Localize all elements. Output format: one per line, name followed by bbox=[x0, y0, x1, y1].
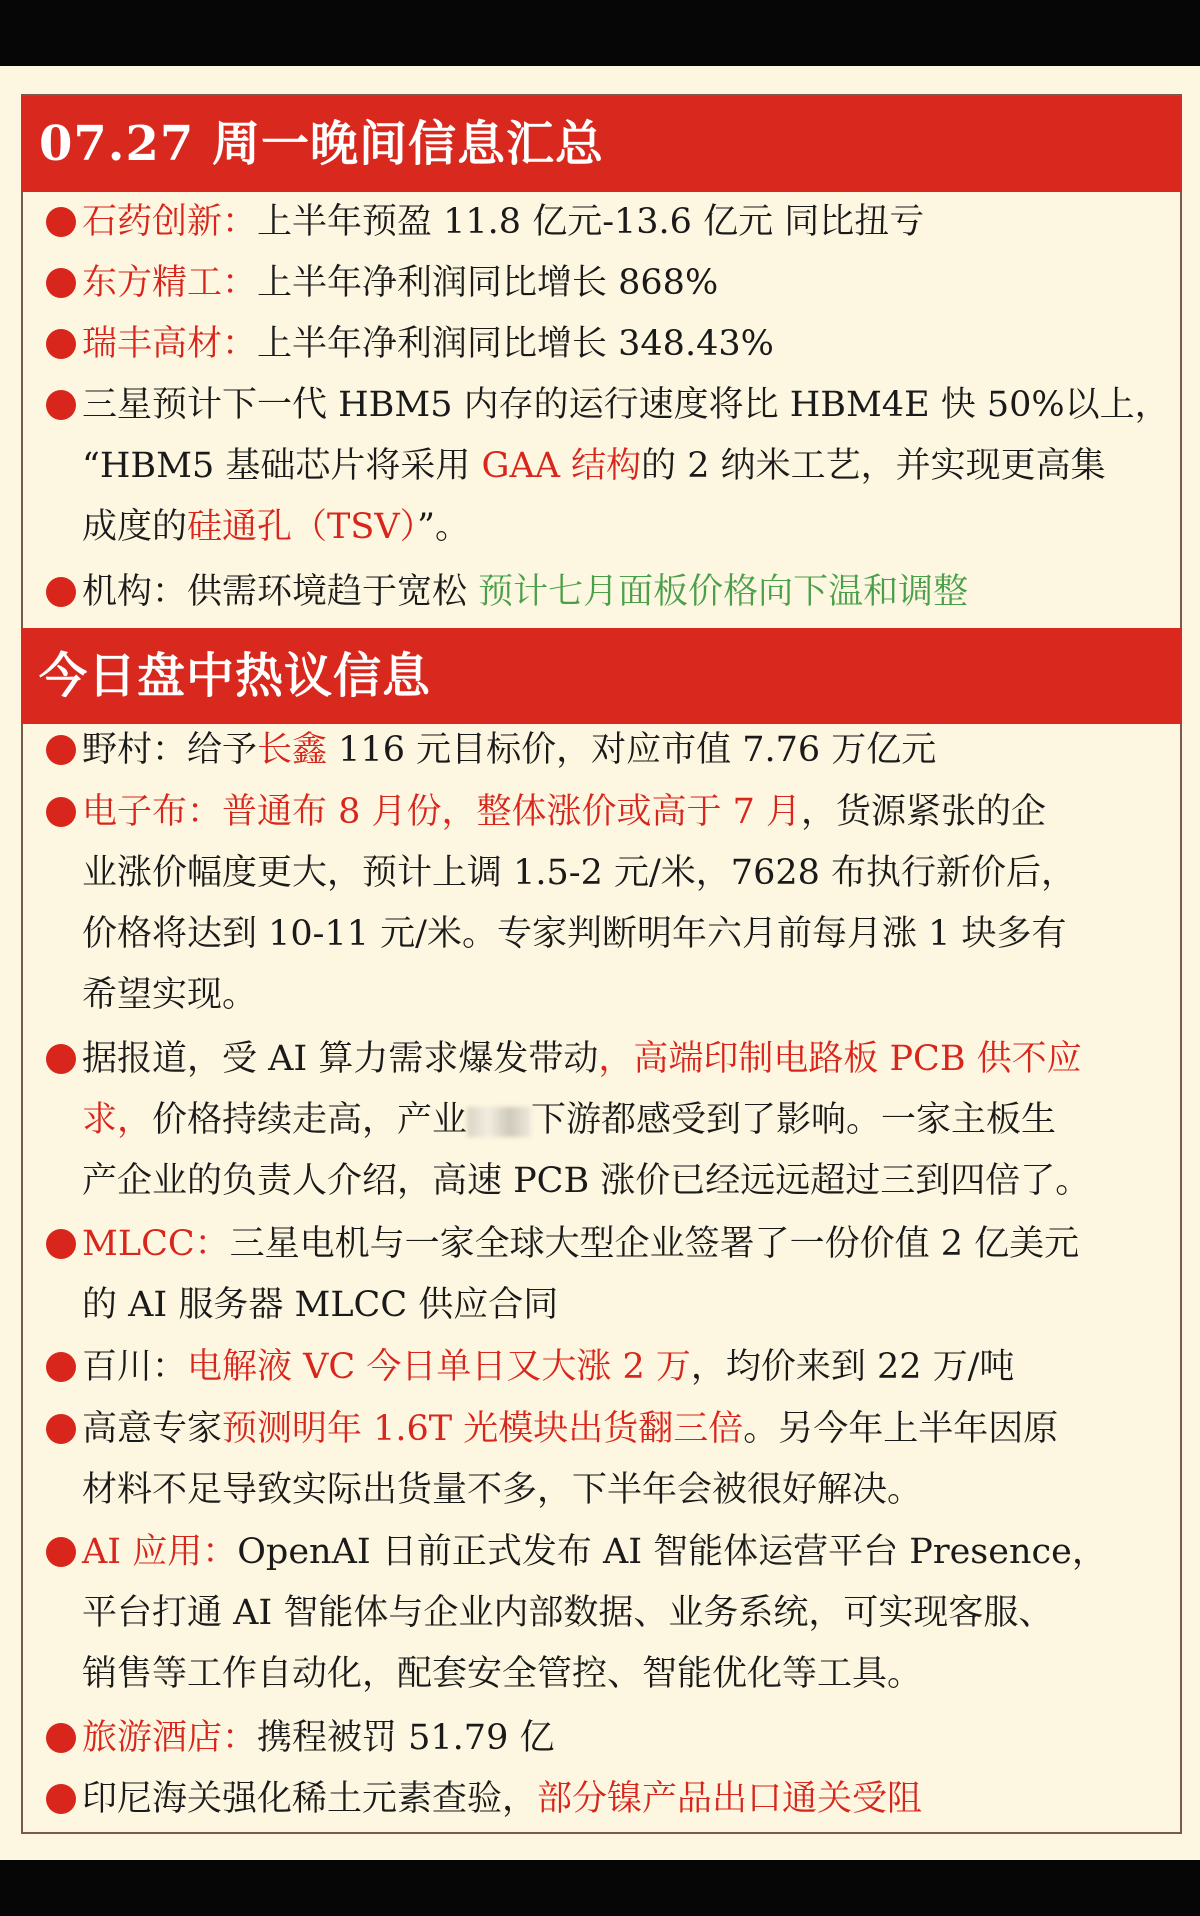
news-item-ruifeng bbox=[46, 314, 1168, 375]
item-label: 石药创新： bbox=[82, 202, 258, 242]
item-label: 旅游酒店： bbox=[82, 1718, 258, 1758]
item-text: 携程被罚 51.79 亿 bbox=[257, 1718, 555, 1758]
news-item-nomura bbox=[46, 720, 1168, 781]
item-text: 产企业的负责人介绍，高速 PCB 涨价已经远远超过三到四倍了。 bbox=[82, 1161, 1091, 1201]
news-item-mlcc bbox=[46, 1214, 1168, 1336]
item-text: ”。 bbox=[417, 507, 471, 547]
bullet-icon bbox=[46, 1784, 76, 1814]
bullet-icon bbox=[46, 1352, 76, 1382]
bullet-icon bbox=[46, 735, 76, 765]
item-text: 116 元目标价，对应市值 7.76 万亿元 bbox=[327, 730, 937, 770]
item-label: 东方精工： bbox=[82, 263, 258, 303]
item-text: 野村：给予 bbox=[82, 730, 258, 770]
bullet-icon bbox=[46, 329, 76, 359]
section-title-hot-topics: 今日盘中热议信息 bbox=[21, 628, 1182, 724]
item-text: 印尼海关强化稀土元素查验， bbox=[82, 1779, 538, 1819]
item-text: 上半年净利润同比增长 348.43% bbox=[257, 324, 774, 364]
item-label: AI 应用： bbox=[82, 1532, 238, 1572]
item-highlight: 电子布：普通布 8 月份，整体涨价或高于 7 月 bbox=[82, 792, 802, 832]
bullet-icon bbox=[46, 1229, 76, 1259]
bullet-icon bbox=[46, 207, 76, 237]
item-highlight: 电解液 VC 今日单日又大涨 2 万 bbox=[187, 1347, 691, 1387]
news-item-dongfang bbox=[46, 253, 1168, 314]
bullet-icon bbox=[46, 1723, 76, 1753]
news-item-samsung-hbm5 bbox=[46, 375, 1168, 558]
item-text: “HBM5 基础芯片将采用 bbox=[82, 446, 482, 486]
bullet-icon bbox=[46, 797, 76, 827]
item-highlight: 部分镍产品出口通关受阻 bbox=[537, 1779, 923, 1819]
bullet-icon bbox=[46, 1044, 76, 1074]
item-highlight: 长鑫 bbox=[257, 730, 328, 770]
item-highlight: 求， bbox=[82, 1100, 153, 1140]
item-text: 希望实现。 bbox=[82, 975, 258, 1015]
item-text: 价格持续走高，产业 bbox=[152, 1100, 468, 1140]
item-text: 。另今年上半年因原 bbox=[743, 1409, 1059, 1449]
item-text: OpenAI 日前正式发布 AI 智能体运营平台 Presence， bbox=[237, 1532, 1107, 1572]
item-text: ，货源紧张的企 bbox=[801, 792, 1047, 832]
item-text: 的 AI 服务器 MLCC 供应合同 bbox=[82, 1285, 559, 1325]
bottom-black-bar bbox=[0, 1860, 1200, 1916]
news-item-panel-price bbox=[46, 562, 1168, 623]
item-highlight: 预测明年 1.6T 光模块出货翻三倍 bbox=[222, 1409, 744, 1449]
item-text: 三星预计下一代 HBM5 内存的运行速度将比 HBM4E 快 50%以上， bbox=[82, 385, 1170, 425]
item-text: 据报道，受 AI 算力需求爆发带动 bbox=[82, 1039, 599, 1079]
item-label: 瑞丰高材： bbox=[82, 324, 258, 364]
item-highlight: 预计七月面板价格向下温和调整 bbox=[478, 572, 969, 612]
bullet-icon bbox=[46, 1537, 76, 1567]
item-text: 高意专家 bbox=[82, 1409, 223, 1449]
item-text: 机构：供需环境趋于宽松 bbox=[82, 572, 479, 612]
section-title-evening-summary: 07.27 周一晚间信息汇总 bbox=[21, 96, 1182, 192]
item-text: ，均价来到 22 万/吨 bbox=[690, 1347, 1015, 1387]
item-text: 的 2 纳米工艺，并实现更高集 bbox=[641, 446, 1106, 486]
blurred-text bbox=[467, 1107, 531, 1137]
item-text: 价格将达到 10-11 元/米。专家判断明年六月前每月涨 1 块多有 bbox=[82, 914, 1067, 954]
item-highlight: ，高端印制电路板 PCB 供不应 bbox=[598, 1039, 1082, 1079]
item-text: 销售等工作自动化，配套安全管控、智能优化等工具。 bbox=[82, 1654, 923, 1694]
item-text: 平台打通 AI 智能体与企业内部数据、业务系统，可实现客服、 bbox=[82, 1593, 1054, 1633]
news-item-indonesia-customs bbox=[46, 1769, 1168, 1830]
bullet-icon bbox=[46, 268, 76, 298]
news-item-baichuan bbox=[46, 1337, 1168, 1398]
news-item-pcb bbox=[46, 1029, 1168, 1212]
item-text: 下游都感受到了影响。一家主板生 bbox=[531, 1100, 1057, 1140]
item-text: 三星电机与一家全球大型企业签署了一份价值 2 亿美元 bbox=[229, 1224, 1080, 1264]
item-text: 上半年净利润同比增长 868% bbox=[257, 263, 719, 303]
item-text: 材料不足导致实际出货量不多，下半年会被很好解决。 bbox=[82, 1470, 923, 1510]
news-item-travel-hotel bbox=[46, 1708, 1168, 1769]
item-text: 成度的 bbox=[82, 507, 188, 547]
top-black-bar bbox=[0, 0, 1200, 66]
item-text: 上半年预盈 11.8 亿元-13.6 亿元 同比扭亏 bbox=[257, 202, 925, 242]
news-item-optical-module bbox=[46, 1399, 1168, 1521]
item-text: 业涨价幅度更大，预计上调 1.5-2 元/米，7628 布执行新价后， bbox=[82, 853, 1076, 893]
bullet-icon bbox=[46, 577, 76, 607]
item-text: 百川： bbox=[82, 1347, 188, 1387]
item-label: MLCC： bbox=[82, 1224, 230, 1264]
item-highlight: 硅通孔（TSV） bbox=[187, 507, 418, 547]
news-item-electronic-cloth bbox=[46, 782, 1168, 1026]
bullet-icon bbox=[46, 390, 76, 420]
news-item-shiyao bbox=[46, 192, 1168, 253]
item-highlight: GAA 结构 bbox=[481, 446, 642, 486]
news-item-ai-application bbox=[46, 1522, 1168, 1705]
bullet-icon bbox=[46, 1414, 76, 1444]
